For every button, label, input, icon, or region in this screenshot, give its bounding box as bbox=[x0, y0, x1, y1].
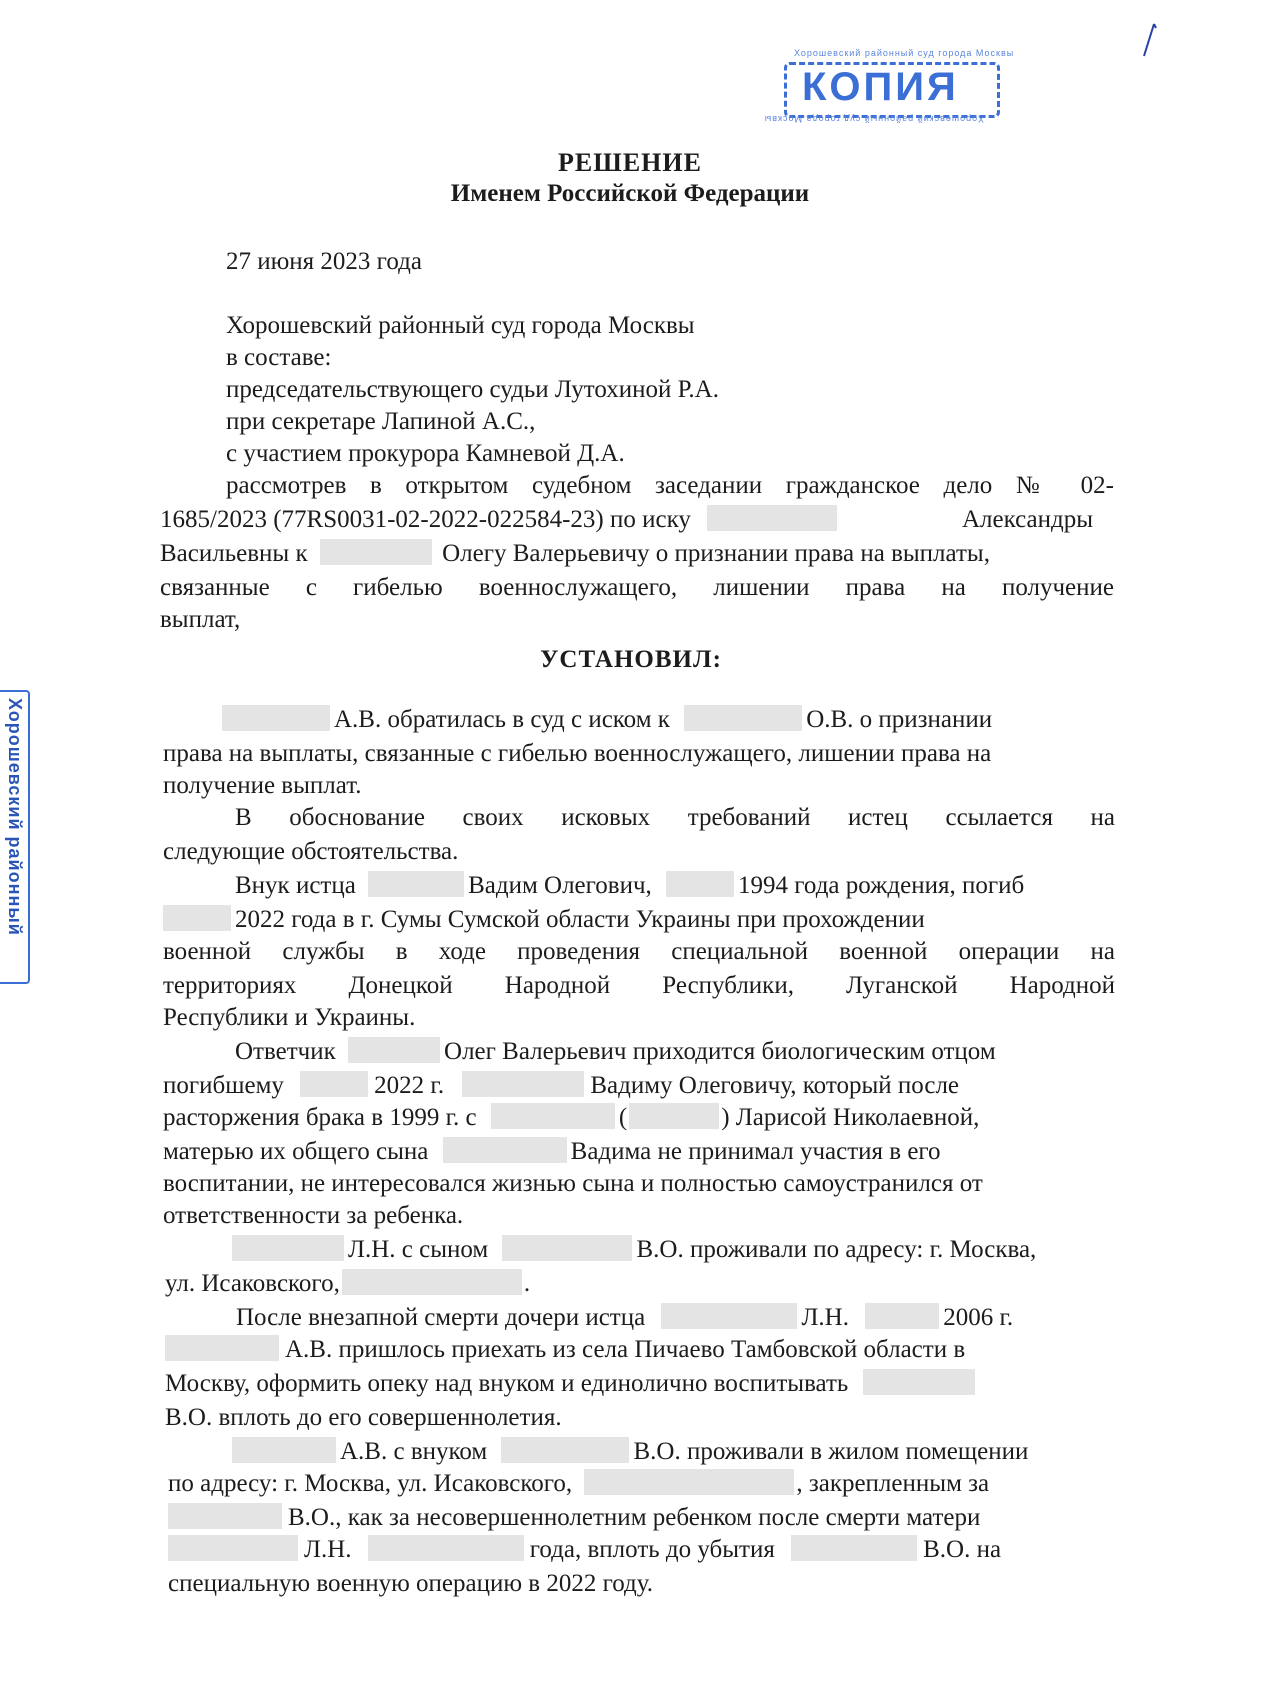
redaction bbox=[661, 1303, 797, 1329]
redaction bbox=[320, 539, 432, 565]
redaction bbox=[491, 1103, 615, 1129]
court-side-stamp-text: Хорошевский районный bbox=[5, 698, 25, 936]
copy-stamp bbox=[763, 48, 1015, 124]
copy-stamp-ring-text-top: Хорошевский районный суд города Москвы bbox=[794, 48, 1015, 58]
redaction bbox=[666, 871, 734, 897]
body-line: В обоснование своих исковых требований истец ссылается на bbox=[235, 804, 1115, 831]
redaction bbox=[584, 1469, 794, 1495]
body-line: А.В. пришлось приехать из села Пичаево Тамбовской области в bbox=[165, 1334, 965, 1366]
redaction bbox=[865, 1303, 939, 1329]
redaction bbox=[222, 705, 330, 731]
redaction bbox=[684, 705, 802, 731]
presiding-judge: председательствующего судьи Лутохиной Р.А. bbox=[226, 376, 719, 403]
redaction bbox=[443, 1137, 567, 1163]
body-line: Л.Н. с сыном В.О. проживали по адресу: г. Москва, bbox=[232, 1234, 1036, 1266]
pen-tick-mark bbox=[1140, 22, 1156, 60]
court-name: Хорошевский районный суд города Москвы bbox=[226, 312, 695, 339]
body-line: А.В. с внуком В.О. проживали в жилом помещении bbox=[232, 1436, 1028, 1468]
body-line: военной службы в ходе проведения специальной военной операции на bbox=[163, 938, 1115, 965]
case-line: 1685/2023 (77RS0031-02-2022-022584-23) по иску bbox=[160, 504, 843, 536]
body-line: следующие обстоятельства. bbox=[163, 838, 459, 865]
redaction bbox=[368, 1535, 524, 1561]
case-line: рассмотрев в открытом судебном заседании гражданское дело № 02- bbox=[226, 472, 1114, 499]
redaction bbox=[232, 1235, 344, 1261]
body-line: получение выплат. bbox=[163, 772, 362, 799]
body-line: Ответчик Олег Валерьевич приходится биологическим отцом bbox=[235, 1038, 996, 1065]
body-line: территориях Донецкой Народной Республики, Луганской Народной bbox=[163, 972, 1115, 999]
redaction bbox=[791, 1535, 917, 1561]
body-line: Республики и Украины. bbox=[163, 1004, 416, 1031]
court-secretary: при секретаре Лапиной А.С., bbox=[226, 408, 536, 435]
copy-stamp-word: КОПИЯ bbox=[802, 65, 959, 109]
redaction bbox=[300, 1071, 368, 1097]
redaction bbox=[502, 1235, 632, 1261]
redaction bbox=[168, 1535, 298, 1561]
copy-stamp-ring-text-bottom: Хорошевский районный суд города Москвы bbox=[763, 114, 984, 124]
body-line: расторжения брака в 1999 г. с ( ) Ларисой Николаевной, bbox=[163, 1104, 980, 1131]
prosecutor: с участием прокурора Камневой Д.А. bbox=[226, 440, 625, 467]
redaction bbox=[232, 1437, 336, 1463]
redaction bbox=[348, 1037, 440, 1063]
case-line: связанные с гибелью военнослужащего, лишении права на получение bbox=[160, 574, 1114, 601]
body-line: После внезапной смерти дочери истца Л.Н. 2006 г. bbox=[236, 1304, 1014, 1331]
body-line: А.В. обратилась в суд с иском к О.В. о признании bbox=[222, 704, 992, 736]
body-line: права на выплаты, связанные с гибелью военнослужащего, лишении права на bbox=[163, 740, 992, 767]
body-line: В.О. вплоть до его совершеннолетия. bbox=[165, 1404, 562, 1431]
case-line: Васильевны к Олегу Валерьевичу о признании права на выплаты, bbox=[160, 540, 990, 567]
redaction bbox=[165, 1335, 279, 1361]
redaction bbox=[707, 505, 837, 531]
redaction bbox=[342, 1269, 522, 1295]
body-line: В.О., как за несовершеннолетним ребенком после смерти матери bbox=[168, 1502, 980, 1534]
court-composition: в составе: bbox=[226, 344, 332, 371]
document-subtitle: Именем Российской Федерации bbox=[450, 180, 810, 207]
case-line: Александры bbox=[962, 506, 1094, 533]
redaction bbox=[629, 1103, 719, 1129]
redaction bbox=[368, 871, 464, 897]
redaction bbox=[863, 1369, 975, 1395]
body-line: ул. Исаковского, . bbox=[165, 1270, 531, 1297]
redaction bbox=[163, 905, 231, 931]
body-line: воспитании, не интересовался жизнью сына и полностью самоустранился от bbox=[163, 1170, 983, 1197]
redaction bbox=[462, 1071, 584, 1097]
body-line: специальную военную операцию в 2022 году. bbox=[168, 1570, 653, 1597]
body-line: Москву, оформить опеку над внуком и единолично воспитывать bbox=[165, 1368, 975, 1400]
redaction bbox=[501, 1437, 629, 1463]
body-line: Внук истца Вадим Олегович, 1994 года рождения, погиб bbox=[235, 872, 1025, 899]
body-line: 2022 года в г. Сумы Сумской области Украины при прохождении bbox=[163, 904, 925, 936]
body-line: по адресу: г. Москва, ул. Исаковского, , закрепленным за bbox=[168, 1470, 990, 1497]
document-title: РЕШЕНИЕ bbox=[558, 148, 702, 177]
body-line: Л.Н. года, вплоть до убытия В.О. на bbox=[168, 1534, 1001, 1566]
case-line: выплат, bbox=[160, 606, 241, 633]
body-line: ответственности за ребенка. bbox=[163, 1202, 464, 1229]
court-side-stamp bbox=[0, 690, 30, 984]
decision-date: 27 июня 2023 года bbox=[226, 248, 422, 275]
body-line: матерью их общего сына Вадима не принимал участия в его bbox=[163, 1138, 941, 1165]
redaction bbox=[168, 1503, 282, 1529]
body-line: погибшему 2022 г. Вадиму Олеговичу, который после bbox=[163, 1072, 960, 1099]
established-heading: УСТАНОВИЛ: bbox=[540, 646, 722, 673]
